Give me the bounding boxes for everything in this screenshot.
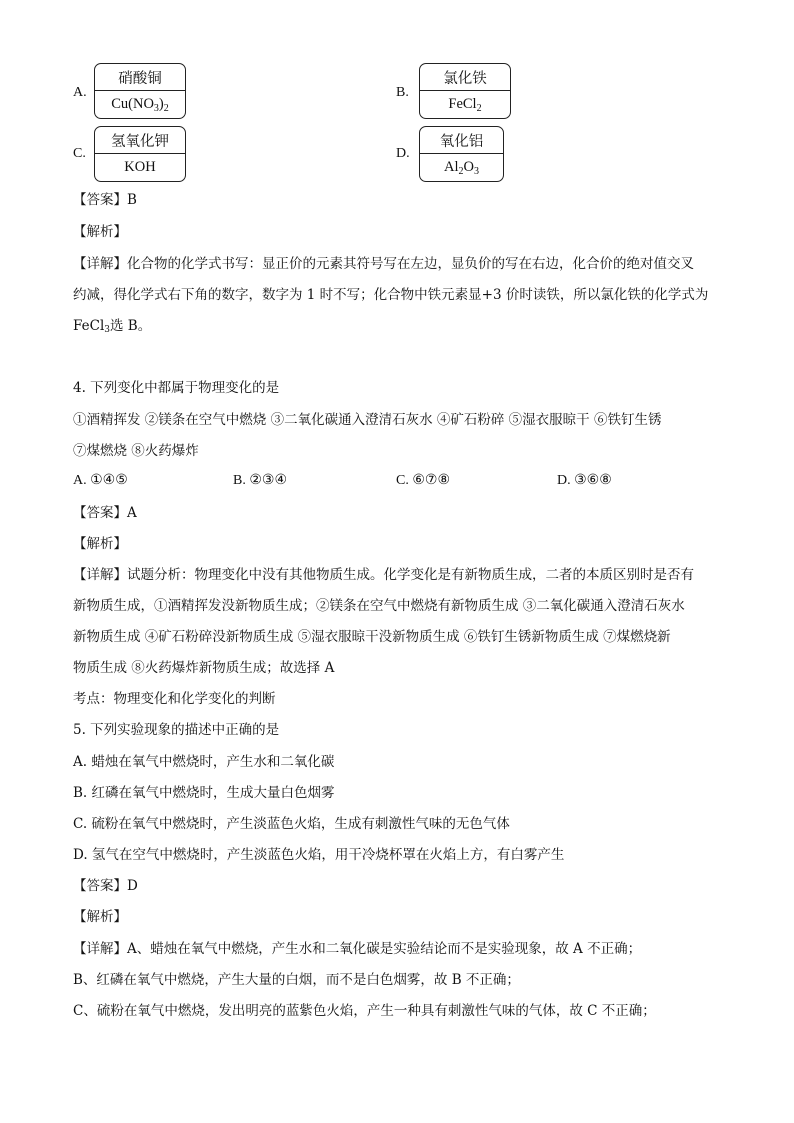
q5-option-c: C. 硫粉在氧气中燃烧时，产生淡蓝色火焰，生成有刺激性气味的无色气体 [73, 816, 510, 832]
q3-detail-line-1: 【详解】化合物的化学式书写：显正价的元素其符号写在左边，显负价的写在右边，化合价的绝对值交叉 [73, 256, 694, 272]
q4-stem: 4. 下列变化中都属于物理变化的是 [73, 380, 280, 396]
q3-answer: 【答案】B [73, 192, 137, 208]
q5-analysis-heading: 【解析】 [73, 909, 127, 925]
q5-detail-line-1: 【详解】A、蜡烛在氧气中燃烧，产生水和二氧化碳是实验结论而不是实验现象，故 A 不正确； [73, 941, 642, 957]
q3-option-c-letter: C. [73, 146, 86, 161]
q4-detail-line-2: 新物质生成，①酒精挥发没新物质生成；②镁条在空气中燃烧有新物质生成 ③二氧化碳通入澄清石灰水 [73, 598, 685, 614]
q5-option-b: B. 红磷在氧气中燃烧时，生成大量白色烟雾 [73, 785, 335, 801]
q4-items-line-1: ①酒精挥发 ②镁条在空气中燃烧 ③二氧化碳通入澄清石灰水 ④矿石粉碎 ⑤湿衣服晾干 ⑥铁钉生锈 [73, 412, 662, 428]
compound-name: 氢氧化钾 [95, 127, 185, 154]
q4-choice-a: A. ①④⑤ [73, 473, 128, 488]
q3-detail-line-3: FeCl$_3$选 B。 [73, 318, 152, 335]
q3-option-c-card [94, 126, 186, 182]
q3-option-d-letter: D. [396, 146, 410, 161]
q4-choice-b: B. ②③④ [233, 473, 287, 488]
q4-answer: 【答案】A [73, 505, 137, 521]
compound-name: 氯化铁 [420, 64, 510, 91]
q3-option-d-card [419, 126, 504, 182]
q3-analysis-heading: 【解析】 [73, 224, 127, 240]
q4-kaodian: 考点：物理变化和化学变化的判断 [73, 691, 276, 707]
q5-option-a: A. 蜡烛在氧气中燃烧时，产生水和二氧化碳 [73, 754, 335, 770]
q4-items-line-2: ⑦煤燃烧 ⑧火药爆炸 [73, 443, 199, 459]
q3-option-a-card [94, 63, 186, 119]
q3-option-a-letter: A. [73, 85, 87, 100]
q4-detail-line-4: 物质生成 ⑧火药爆炸新物质生成；故选择 A [73, 660, 335, 676]
q4-choice-d: D. ③⑥⑧ [557, 473, 612, 488]
q4-choice-c: C. ⑥⑦⑧ [396, 473, 450, 488]
q5-option-d: D. 氢气在空气中燃烧时，产生淡蓝色火焰，用干冷烧杯罩在火焰上方，有白雾产生 [73, 847, 565, 863]
q3-option-b-card [419, 63, 511, 119]
compound-name: 氧化铝 [420, 127, 503, 154]
compound-formula: $Al_2O_3$ [444, 158, 479, 177]
q5-detail-line-2: B、红磷在氧气中燃烧，产生大量的白烟，而不是白色烟雾，故 B 不正确； [73, 972, 520, 988]
q4-detail-line-3: 新物质生成 ④矿石粉碎没新物质生成 ⑤湿衣服晾干没新物质生成 ⑥铁钉生锈新物质生成 ⑦煤燃烧新 [73, 629, 671, 645]
compound-formula: KOH [124, 159, 156, 175]
q5-detail-line-3: C、硫粉在氧气中燃烧，发出明亮的蓝紫色火焰，产生一种具有刺激性气味的气体，故 C 不正确； [73, 1003, 656, 1019]
q3-detail-line-2: 约减，得化学式右下角的数字，数字为 1 时不写；化合物中铁元素显+3 价时读铁，所以氯化铁的化学式为 [73, 287, 709, 303]
compound-formula: $Cu(NO_3)_2$ [111, 95, 169, 114]
q5-stem: 5. 下列实验现象的描述中正确的是 [73, 722, 280, 738]
compound-formula: FeCl$_2$ [448, 95, 482, 114]
compound-name: 硝酸铜 [95, 64, 185, 91]
q4-analysis-heading: 【解析】 [73, 536, 127, 552]
q4-detail-line-1: 【详解】试题分析：物理变化中没有其他物质生成。化学变化是有新物质生成，二者的本质区别时是否有 [73, 567, 694, 583]
q3-option-b-letter: B. [396, 85, 409, 100]
q5-answer: 【答案】D [73, 878, 138, 894]
